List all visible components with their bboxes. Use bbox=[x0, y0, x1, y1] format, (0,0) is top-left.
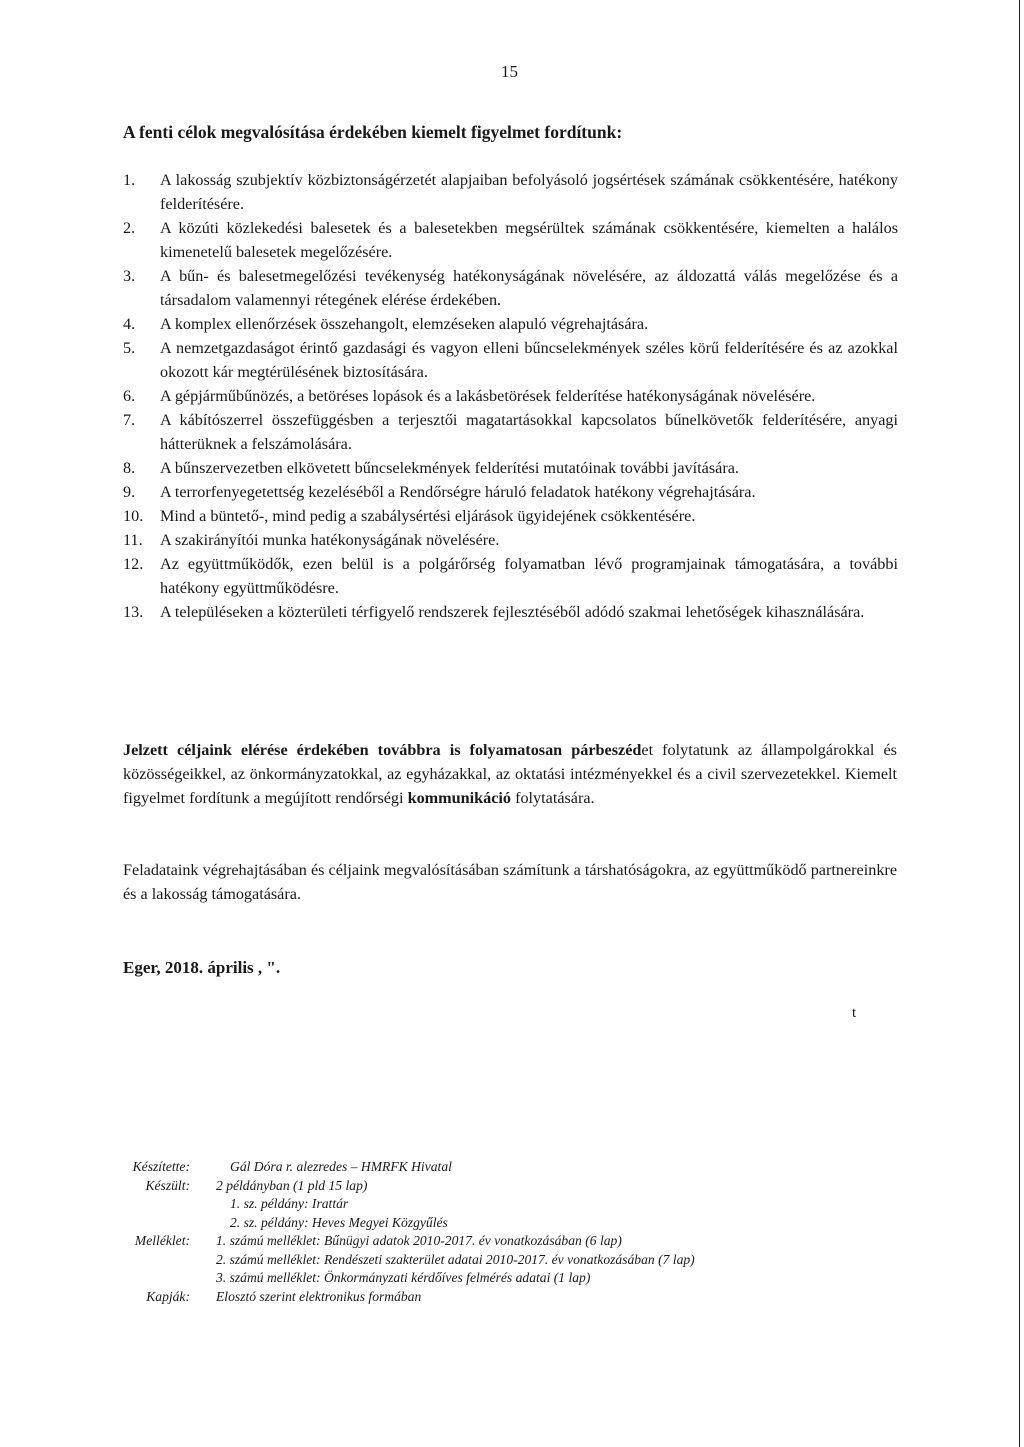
goal-number: 2. bbox=[123, 219, 136, 237]
metadata-row bbox=[0, 1232, 1024, 1251]
goal-item bbox=[0, 216, 898, 264]
metadata-label: Melléklet: bbox=[134, 1233, 190, 1248]
metadata-row bbox=[0, 1177, 1024, 1196]
goal-item bbox=[0, 384, 898, 408]
metadata-value: Elosztó szerint elektronikus formában bbox=[216, 1288, 422, 1304]
metadata-value: 2. számú melléklet: Rendészeti szakterület adatai 2010-2017. év vonatkozásában (7 lap) bbox=[216, 1251, 695, 1267]
goal-item bbox=[0, 480, 898, 504]
goal-number: 4. bbox=[123, 315, 136, 333]
goal-text: A szakirányítói munka hatékonyságának növelésére. bbox=[160, 531, 500, 549]
metadata-label: Kapják: bbox=[146, 1288, 190, 1304]
goal-item bbox=[0, 312, 898, 336]
goal-number: 9. bbox=[123, 483, 136, 501]
goal-number: 7. bbox=[123, 411, 136, 429]
metadata-row bbox=[0, 1288, 1024, 1307]
goal-text: A komplex ellenőrzések összehangolt, elemzéseken alapuló végrehajtására. bbox=[160, 315, 649, 333]
metadata-value: 1. sz. példány: Irattár bbox=[230, 1196, 349, 1211]
goal-item bbox=[0, 504, 898, 528]
goal-item bbox=[0, 456, 898, 480]
goal-text: A településeken a közterületi térfigyelő rendszerek fejlesztéséből adódó szakmai lehetőségek kihasználására. bbox=[160, 603, 865, 621]
goal-number: 10. bbox=[123, 507, 144, 525]
goal-item bbox=[0, 600, 898, 624]
place-and-date: Eger, 2018. április , ". bbox=[123, 958, 281, 977]
page-number: 15 bbox=[501, 62, 518, 81]
metadata-row bbox=[0, 1195, 1024, 1214]
goal-text: A közúti közlekedési balesetek és a balesetekben megsérültek számának csökkentésére, kiemelten a halálos kimenetelű balesetek megelőzésére. bbox=[160, 219, 898, 261]
paragraph-text-part: et folytatunk az állampolgárokkal és közösségeikkel, az önkormányzatokkal, az egyházakkal, az oktatási intézményekkel és a civil szervezetekkel. Kiemelt figyelmet fordítunk a megújított rendőrségi bbox=[123, 741, 897, 807]
goal-number: 11. bbox=[123, 531, 143, 549]
goal-number: 1. bbox=[123, 171, 136, 189]
document-metadata bbox=[0, 1158, 1024, 1306]
goal-text: A nemzetgazdaságot érintő gazdasági és vagyon elleni bűncselekmények széles körű felderítésére és az azokkal okozott kár megtérülésének biztosítására. bbox=[160, 339, 898, 381]
goal-item bbox=[0, 408, 898, 456]
dialogue-paragraph bbox=[123, 738, 897, 810]
metadata-row bbox=[0, 1269, 1024, 1288]
goal-text: A bűn- és balesetmegelőzési tevékenység hatékonyságának növelésére, az áldozattá válás megelőzése és a társadalom valamennyi rétegének elérése érdekében. bbox=[160, 267, 898, 309]
goal-number: 3. bbox=[123, 267, 136, 285]
metadata-row bbox=[0, 1214, 1024, 1233]
metadata-row bbox=[0, 1158, 1024, 1177]
metadata-value: 2 példányban (1 pld 15 lap) bbox=[216, 1177, 368, 1193]
goal-text: Az együttműködők, ezen belül is a polgárőrség folyamatban lévő programjainak támogatására, a további hatékony együttműködésre. bbox=[160, 555, 898, 597]
goal-number: 5. bbox=[123, 339, 136, 357]
goal-number: 13. bbox=[123, 603, 144, 621]
goal-number: 12. bbox=[123, 555, 144, 573]
metadata-value: 3. számú melléklet: Önkormányzati kérdőíves felmérés adatai (1 lap) bbox=[216, 1270, 591, 1285]
goal-item bbox=[0, 528, 898, 552]
goal-item bbox=[0, 552, 898, 600]
goal-item bbox=[0, 168, 898, 216]
goal-item bbox=[0, 336, 898, 384]
goal-item bbox=[0, 264, 898, 312]
support-paragraph: Feladataink végrehajtásában és céljaink megvalósításában számítunk a társhatóságokra, az együttműködő partnereinkre és a lakosság támogatására. bbox=[123, 861, 897, 903]
goal-text: A lakosság szubjektív közbiztonságérzetét alapjaiban befolyásoló jogsértések számának csökkentésére, hatékony felderítésére. bbox=[160, 171, 898, 213]
goal-number: 8. bbox=[123, 459, 136, 477]
metadata-value: Gál Dóra r. alezredes – HMRFK Hivatal bbox=[230, 1159, 452, 1174]
metadata-label: Készült: bbox=[145, 1177, 190, 1193]
goal-text: A terrorfenyegetettség kezeléséből a Rendőrségre háruló feladatok hatékony végrehajtására. bbox=[160, 483, 756, 501]
paragraph-bold-part: kommunikáció bbox=[407, 789, 512, 807]
metadata-row bbox=[0, 1251, 1024, 1270]
metadata-label: Készítette: bbox=[132, 1159, 190, 1174]
metadata-value: 2. sz. példány: Heves Megyei Közgyűlés bbox=[230, 1214, 448, 1230]
metadata-value: 1. számú melléklet: Bűnügyi adatok 2010-2017. év vonatkozásában (6 lap) bbox=[216, 1233, 622, 1248]
goal-text: A kábítószerrel összefüggésben a terjesztői magatartásokkal kapcsolatos bűnelkövetők felderítésére, anyagi hátterüknek a felszámolására. bbox=[160, 411, 898, 453]
paragraph-text-part: folytatására. bbox=[511, 789, 595, 807]
goal-text: Mind a büntető-, mind pedig a szabálysértési eljárások ügyidejének csökkentésére. bbox=[160, 507, 696, 525]
goal-text: A gépjárműbűnözés, a betöréses lopások és a lakásbetörések felderítése hatékonyságának növelésére. bbox=[160, 387, 816, 405]
goal-list bbox=[0, 168, 1024, 624]
section-heading: A fenti célok megvalósítása érdekében kiemelt figyelmet fordítunk: bbox=[123, 122, 623, 142]
goal-text: A bűnszervezetben elkövetett bűncselekmények felderítési mutatóinak további javítására. bbox=[160, 459, 739, 477]
paragraph-bold-part: Jelzett céljaink elérése érdekében továbbra is folyamatosan párbeszéd bbox=[123, 741, 642, 759]
goal-number: 6. bbox=[123, 387, 136, 405]
stray-mark: t bbox=[852, 1005, 857, 1021]
